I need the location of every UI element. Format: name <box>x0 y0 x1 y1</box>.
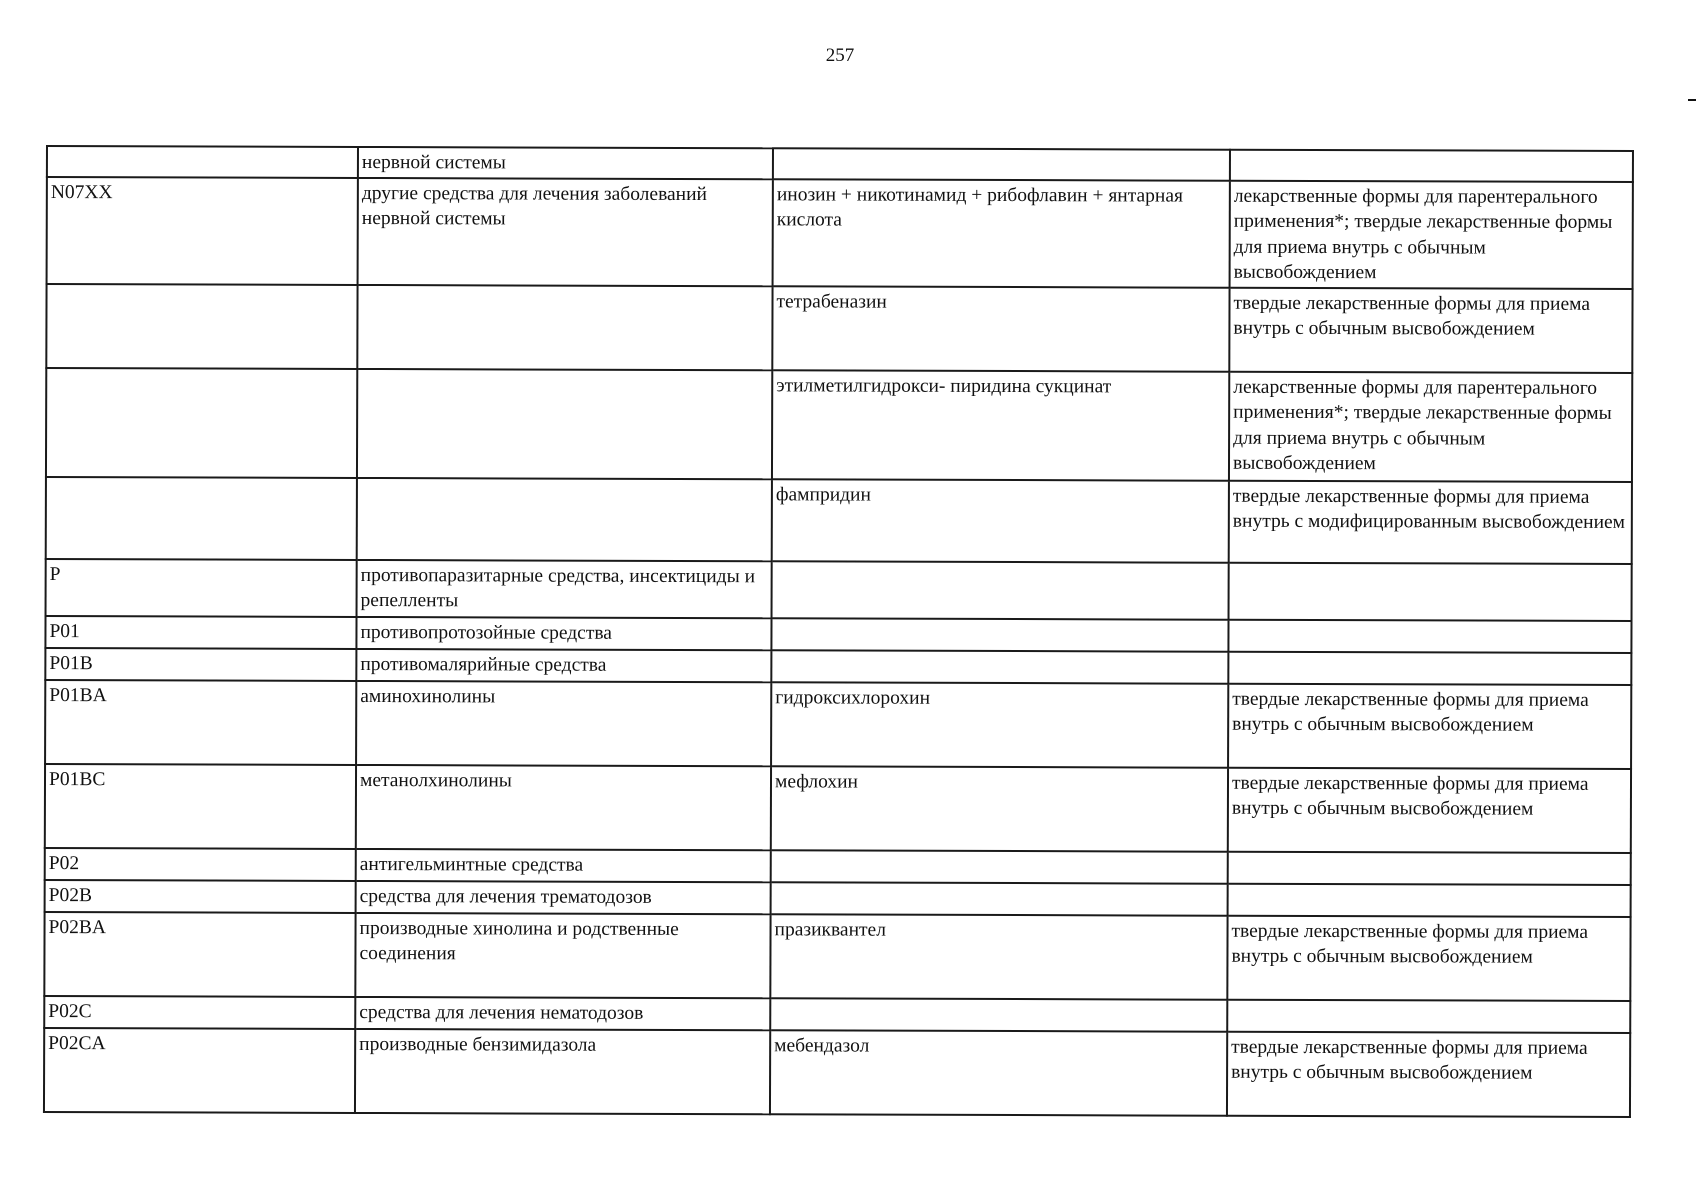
table-row <box>44 995 1630 1032</box>
dosage-forms-cell: твердые лекарственные формы для приема внутрь с обычным высвобождением <box>1227 915 1630 1000</box>
substance-cell: мебендазол <box>770 1030 1227 1115</box>
atc-code-cell: P02C <box>44 995 355 1028</box>
substance-cell: фампридин <box>772 479 1229 562</box>
atc-code-cell <box>46 368 357 478</box>
dosage-forms-cell: лекарственные формы для парентерального применения*; твердые лекарственные формы для приема внутрь с обычным высвобождением <box>1230 180 1633 288</box>
atc-code-cell <box>46 477 357 560</box>
dosage-forms-cell <box>1228 851 1631 884</box>
scan-edge-mark <box>1688 99 1696 101</box>
dosage-forms-cell: твердые лекарственные формы для приема внутрь с обычным высвобождением <box>1229 287 1632 372</box>
group-name-cell <box>357 284 772 369</box>
atc-code-cell: P02 <box>45 847 356 880</box>
table-row <box>45 764 1631 853</box>
substance-cell <box>770 998 1227 1031</box>
group-name-cell: средства для лечения нематодозов <box>355 996 770 1029</box>
atc-code-cell: P02BA <box>44 911 355 996</box>
group-name-cell <box>357 368 772 478</box>
dosage-forms-cell: твердые лекарственные формы для приема внутрь с обычным высвобождением <box>1228 767 1631 852</box>
substance-cell <box>771 850 1228 883</box>
substance-cell <box>771 650 1228 683</box>
table-row <box>45 648 1631 685</box>
dosage-forms-cell <box>1230 150 1633 182</box>
table-row <box>44 911 1630 1000</box>
table-row <box>46 559 1632 621</box>
drug-table <box>43 145 1634 1117</box>
dosage-forms-cell <box>1228 651 1631 684</box>
table-row <box>44 1027 1630 1116</box>
dosage-forms-cell: твердые лекарственные формы для приема внутрь с обычным высвобождением <box>1228 683 1631 768</box>
table-row <box>45 847 1631 884</box>
substance-cell <box>772 561 1229 619</box>
group-name-cell: антигельминтные средства <box>356 848 771 881</box>
group-name-cell: производные хинолина и родственные соединения <box>355 912 770 997</box>
table-row <box>45 680 1631 769</box>
group-name-cell: другие средства для лечения заболеваний нервной системы <box>358 177 773 285</box>
atc-code-cell <box>47 146 358 177</box>
table-row <box>47 177 1633 289</box>
substance-cell: этилметилгидрокси- пиридина сукцинат <box>772 370 1229 480</box>
group-name-cell: противопаразитарные средства, инсектициды и репелленты <box>357 559 772 617</box>
page-number: 257 <box>825 45 855 66</box>
table-row <box>46 284 1632 373</box>
substance-cell: мефлохин <box>771 766 1228 851</box>
group-name-cell: средства для лечения трематодозов <box>356 880 771 913</box>
dosage-forms-cell: твердые лекарственные формы для приема внутрь с модифицированным высвобождением <box>1229 480 1632 563</box>
substance-cell: инозин + никотинамид + рибофлавин + янтарная кислота <box>773 179 1230 287</box>
group-name-cell: противомалярийные средства <box>356 648 771 681</box>
table-row <box>45 879 1631 916</box>
atc-code-cell: P01BA <box>45 680 356 765</box>
atc-code-cell: N07XX <box>47 177 358 285</box>
substance-cell: празиквантел <box>770 914 1227 999</box>
table-row <box>47 146 1633 181</box>
atc-code-cell <box>46 284 357 369</box>
dosage-forms-cell <box>1228 883 1631 916</box>
atc-code-cell: P01 <box>45 616 356 649</box>
group-name-cell: метанолхинолины <box>356 764 771 849</box>
atc-code-cell: P <box>46 559 357 617</box>
dosage-forms-cell <box>1228 619 1631 652</box>
substance-cell <box>773 148 1230 180</box>
group-name-cell: производные бензимидазола <box>355 1028 770 1113</box>
dosage-forms-cell: твердые лекарственные формы для приема внутрь с обычным высвобождением <box>1227 1031 1630 1116</box>
dosage-forms-cell <box>1229 562 1632 620</box>
table-row <box>46 368 1632 482</box>
substance-cell: тетрабеназин <box>772 286 1229 371</box>
group-name-cell: аминохинолины <box>356 680 771 765</box>
atc-code-cell: P01BC <box>45 764 356 849</box>
substance-cell <box>771 618 1228 651</box>
substance-cell: гидроксихлорохин <box>771 682 1228 767</box>
substance-cell <box>771 882 1228 915</box>
atc-code-cell: P02CA <box>44 1027 355 1112</box>
table-row <box>45 616 1631 653</box>
table-row <box>46 477 1632 564</box>
group-name-cell: противопротозойные средства <box>356 616 771 649</box>
atc-code-cell: P02B <box>45 879 356 912</box>
atc-code-cell: P01B <box>45 648 356 681</box>
group-name-cell <box>357 477 772 560</box>
dosage-forms-cell <box>1227 999 1630 1032</box>
group-name-cell: нервной системы <box>358 147 773 179</box>
dosage-forms-cell: лекарственные формы для парентерального применения*; твердые лекарственные формы для приема внутрь с обычным высвобождением <box>1229 371 1632 481</box>
